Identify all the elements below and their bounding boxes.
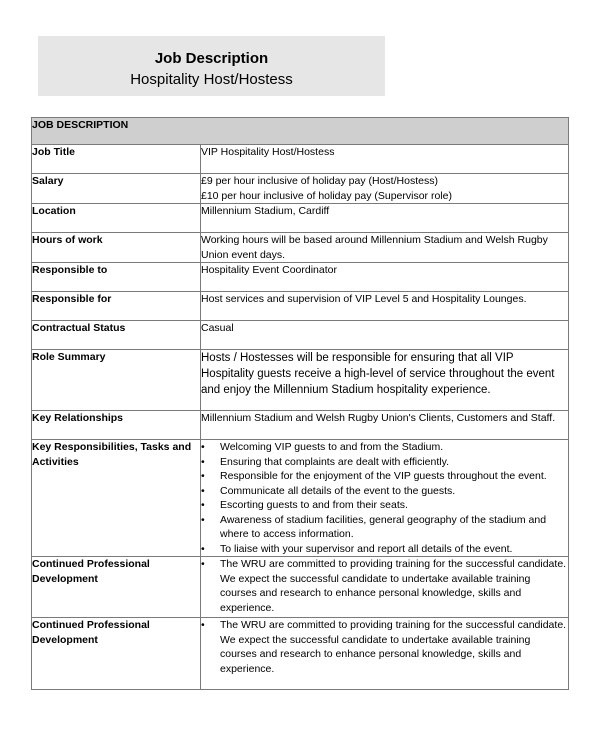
salary-line: £10 per hour inclusive of holiday pay (Supervisor role) — [201, 189, 452, 202]
row-label: Hours of work — [32, 233, 201, 263]
row-label: Job Title — [32, 145, 201, 174]
list-item-text: The WRU are committed to providing training for the successful candidate. We expect the successful candidate to undertake available training courses and research to enhance personal knowledge, skills and experience. — [220, 619, 567, 675]
bullet-icon: • — [201, 558, 205, 570]
list-item-text: Responsible for the enjoyment of the VIP guests throughout the event. — [220, 470, 547, 482]
table-row — [32, 292, 569, 321]
job-description-table — [31, 117, 569, 690]
list-item — [201, 557, 568, 615]
table-row — [32, 440, 569, 557]
row-value — [201, 174, 569, 204]
table-row — [32, 145, 569, 174]
list-item-text: Communicate all details of the event to the guests. — [220, 484, 456, 497]
bullet-icon: • — [201, 513, 205, 526]
table-row — [32, 204, 569, 233]
row-value — [201, 440, 569, 557]
bullet-icon: • — [201, 484, 205, 497]
list-item-text: Escorting guests to and from their seats. — [220, 499, 408, 511]
row-label: Role Summary — [32, 350, 201, 411]
row-value: Working hours will be based around Millennium Stadium and Welsh Rugby Union event days. — [201, 233, 569, 263]
list-item — [201, 513, 568, 542]
list-item-text: Welcoming VIP guests to and from the Stadium. — [220, 441, 444, 453]
row-label: Continued Professional Development — [32, 557, 201, 618]
row-value: VIP Hospitality Host/Hostess — [201, 145, 569, 174]
salary-line: £9 per hour inclusive of holiday pay (Host/Hostess) — [201, 175, 438, 187]
bullet-icon: • — [201, 542, 205, 555]
row-value: Casual — [201, 321, 569, 350]
table-header-row — [32, 118, 569, 145]
cell-clip — [201, 557, 568, 615]
table-row — [32, 411, 569, 440]
list-item — [201, 542, 568, 557]
responsibilities-list — [201, 440, 568, 556]
document-header — [38, 36, 385, 96]
table-row — [32, 557, 569, 618]
list-item-text: Ensuring that complaints are dealt with efficiently. — [220, 455, 449, 468]
table-row — [32, 174, 569, 204]
row-label: Key Relationships — [32, 411, 201, 440]
section-header: JOB DESCRIPTION — [32, 118, 569, 145]
row-label: Responsible for — [32, 292, 201, 321]
list-item — [201, 498, 568, 513]
bullet-icon: • — [201, 470, 205, 482]
table-row — [32, 321, 569, 350]
row-value: Millennium Stadium and Welsh Rugby Union's Clients, Customers and Staff. — [201, 411, 569, 440]
table-row — [32, 263, 569, 292]
table-row — [32, 618, 569, 690]
row-value: Hospitality Event Coordinator — [201, 263, 569, 292]
list-item — [201, 618, 568, 676]
list-item — [201, 484, 568, 499]
table-row — [32, 233, 569, 263]
development-list — [201, 557, 568, 615]
row-value: Hosts / Hostesses will be responsible for ensuring that all VIP Hospitality guests receive a high-level of service throughout the event and enjoy the Millennium Stadium hospitality experience. — [201, 350, 569, 411]
row-value — [201, 618, 569, 690]
bullet-icon: • — [201, 619, 205, 631]
row-label: Contractual Status — [32, 321, 201, 350]
row-label: Location — [32, 204, 201, 233]
row-label: Salary — [32, 174, 201, 204]
list-item — [201, 440, 568, 455]
row-label: Responsible to — [32, 263, 201, 292]
document-title: Job Description — [154, 50, 269, 67]
row-label: Key Responsibilities, Tasks and Activities — [32, 440, 201, 557]
row-value: Millennium Stadium, Cardiff — [201, 204, 569, 233]
development-list — [201, 618, 568, 676]
table-row — [32, 350, 569, 411]
bullet-icon: • — [201, 499, 205, 511]
list-item — [201, 469, 568, 484]
bullet-icon: • — [201, 441, 205, 453]
list-item-text: The WRU are committed to providing training for the successful candidate. We expect the successful candidate to undertake available training courses and research to enhance personal knowledge, skills and experience. — [220, 558, 567, 614]
row-value — [201, 557, 569, 618]
list-item — [201, 455, 568, 470]
list-item-text: To liaise with your supervisor and report all details of the event. — [220, 542, 513, 555]
row-value: Host services and supervision of VIP Level 5 and Hospitality Lounges. — [201, 292, 569, 321]
bullet-icon: • — [201, 455, 205, 468]
row-label: Continued Professional Development — [32, 618, 201, 690]
document-subtitle: Hospitality Host/Hostess — [130, 71, 293, 88]
list-item-text: Awareness of stadium facilities, general geography of the stadium and where to access information. — [220, 513, 547, 540]
